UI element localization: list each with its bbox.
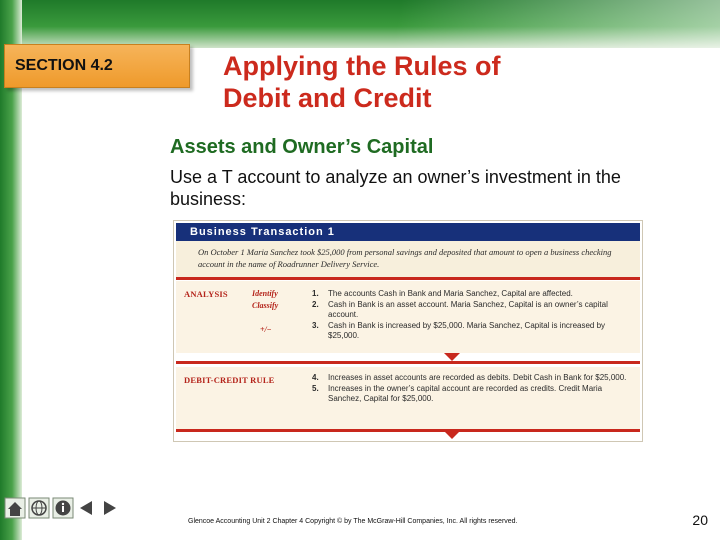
slide-title-line-1: Applying the Rules of xyxy=(223,51,501,81)
divider-rule xyxy=(176,277,640,280)
next-icon[interactable] xyxy=(100,497,120,519)
analysis-step: 2. Cash in Bank is an asset account. Maria Sanchez, Capital is an owner’s capital account. xyxy=(312,299,608,319)
debit-credit-rule-label: DEBIT-CREDIT RULE xyxy=(184,375,275,385)
slide-body-text: Use a T account to analyze an owner’s investment in the business: xyxy=(170,167,621,209)
identify-label: Identify xyxy=(252,289,278,298)
rule-step: 4. Increases in asset accounts are recorded as debits. Debit Cash in Bank for $25,000. xyxy=(312,373,627,382)
transaction-description: On October 1 Maria Sanchez took $25,000 from personal savings and deposited that amount to open a business checking account in the name of Roadrunner Delivery Service. xyxy=(176,241,640,277)
divider-rule xyxy=(176,429,640,432)
info-icon[interactable] xyxy=(52,497,72,519)
page-number: 20 xyxy=(692,512,708,528)
rule-step: 5. Increases in the owner’s capital account are recorded as credits. Credit Maria Sanchez, Capital for $25,000. xyxy=(312,383,603,403)
previous-icon[interactable] xyxy=(76,497,96,519)
divider-rule xyxy=(176,361,640,364)
analysis-step: 3. Cash in Bank is increased by $25,000. Maria Sanchez, Capital is increased by $25,000. xyxy=(312,320,606,340)
globe-icon[interactable] xyxy=(28,497,48,519)
analysis-steps xyxy=(312,289,630,342)
debit-credit-rule-panel xyxy=(176,367,640,429)
slide-title-line-2: Debit and Credit xyxy=(223,83,432,113)
business-transaction-figure xyxy=(173,220,643,442)
top-decorative-band xyxy=(0,0,720,48)
section-label: SECTION 4.2 xyxy=(15,57,113,74)
slide-subheading: Assets and Owner’s Capital xyxy=(170,136,434,158)
copyright-footer: Glencoe Accounting Unit 2 Chapter 4 Copyright © by The McGraw-Hill Companies, Inc. All rights reserved. xyxy=(188,518,518,525)
figure-header: Business Transaction 1 xyxy=(176,223,640,241)
analysis-panel xyxy=(176,281,640,353)
down-arrow-icon xyxy=(444,431,460,439)
classify-label: Classify xyxy=(252,301,279,310)
navigation-bar xyxy=(4,497,120,519)
down-arrow-icon xyxy=(444,353,460,361)
home-icon[interactable] xyxy=(4,497,24,519)
analysis-label: ANALYSIS xyxy=(184,289,228,299)
debit-credit-steps xyxy=(312,373,630,405)
analysis-step: 1. The accounts Cash in Bank and Maria Sanchez, Capital are affected. xyxy=(312,289,573,298)
plus-minus-label: +/− xyxy=(260,325,272,334)
slide-title xyxy=(223,50,501,114)
section-tab xyxy=(4,44,190,88)
